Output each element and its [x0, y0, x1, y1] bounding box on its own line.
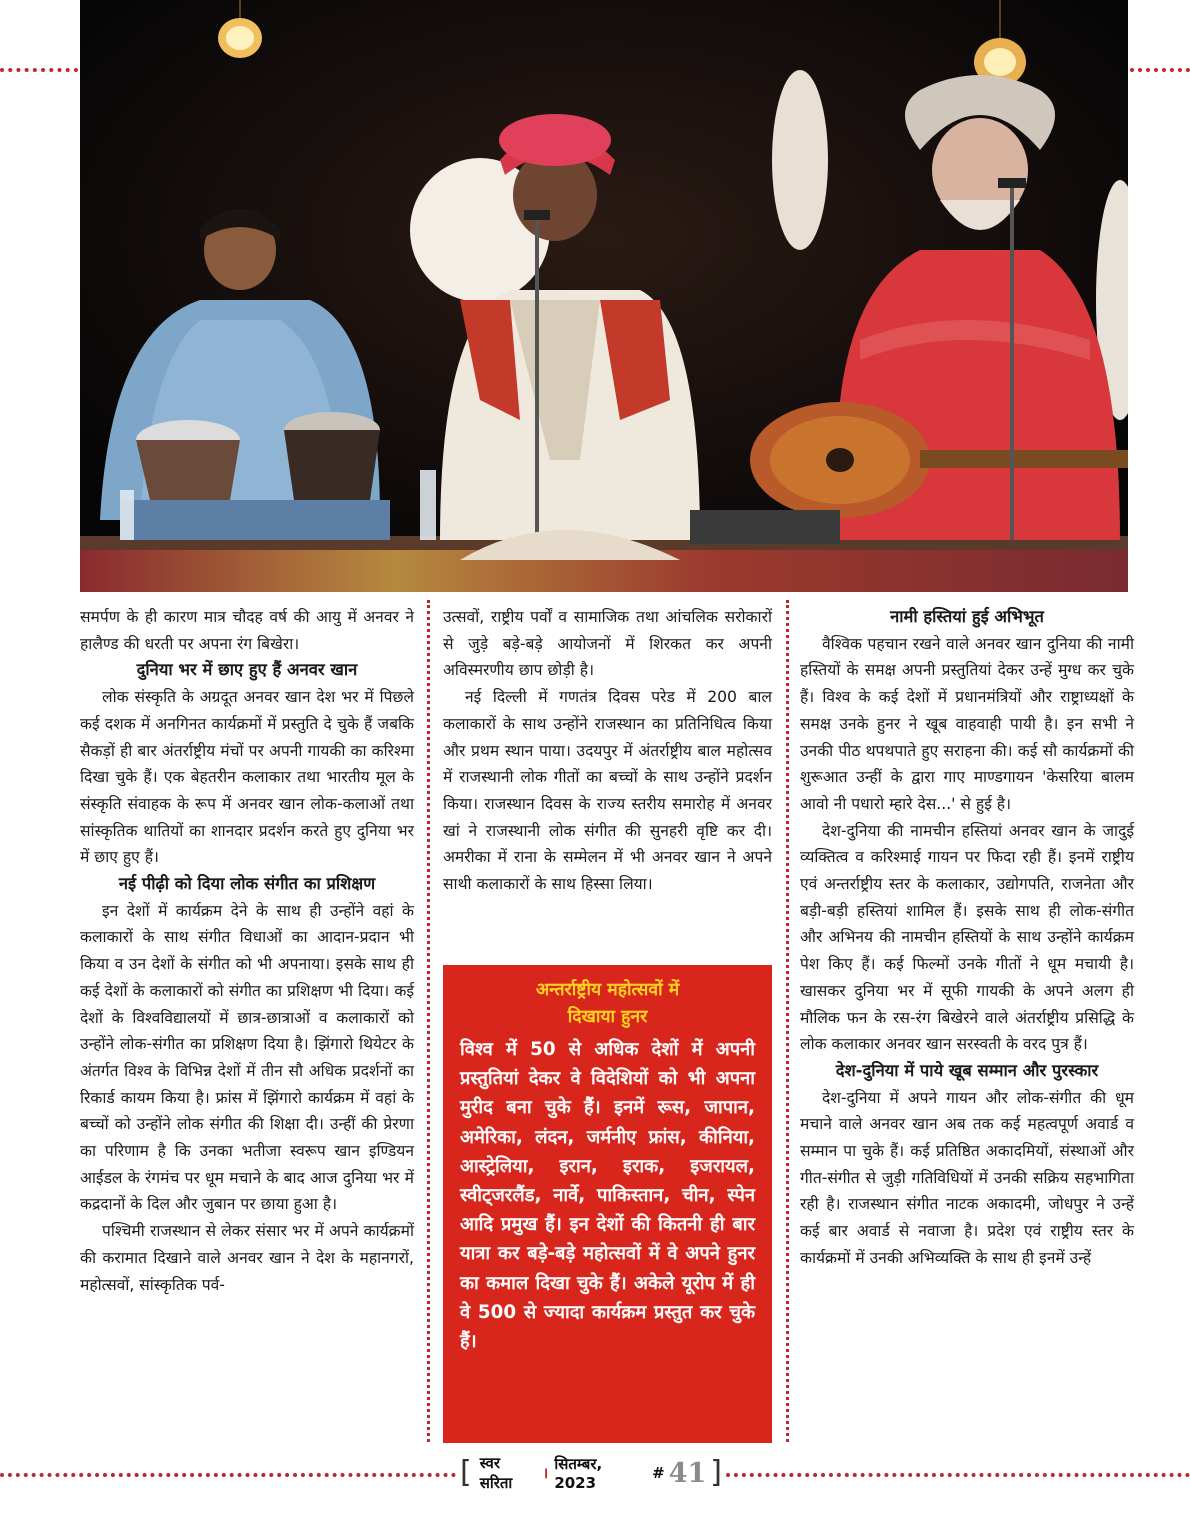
- footer-left-bracket: [: [460, 1455, 472, 1490]
- page-footer: [460, 1456, 722, 1490]
- section-heading: नई पीढ़ी को दिया लोक संगीत का प्रशिक्षण: [118, 874, 376, 894]
- column-divider: [786, 600, 789, 1442]
- section-heading: दुनिया भर में छाए हुए हैं अनवर खान: [136, 660, 358, 680]
- top-dotted-rule-left: [0, 68, 78, 72]
- paragraph: देश-दुनिया की नामचीन हस्तियां अनवर खान के जादुई व्यक्तित्व व करिश्माई गायन पर फिदा रही हैं। इनमें राष्ट्रीय एवं अन्तर्राष्ट्रीय स्तर के कलाकार, उद्योगपति, राजनेता और बड़ी-बड़ी हस्तियां शामिल हैं। इसके साथ ही लोक-संगीत और अभिनय की नामचीन हस्तियों के साथ उन्होंने कार्यक्रम पेश किए हैं। कई फिल्मों उनके गीतों ने धूम मचायी है। खासकर दुनिया भर में सूफी गायकी के अपने अलग ही मौलिक फन के रस-रंग बिखेरने वाले अंतर्राष्ट्रीय प्रसिद्धि के लोक कलाकार अनवर खान सरस्वती के वरद पुत्र हैं।: [800, 821, 1134, 1054]
- paragraph: देश-दुनिया में अपने गायन और लोक-संगीत की धूम मचाने वाले अनवर खान अब तक कई महत्वपूर्ण अवार्ड व सम्मान पा चुके हैं। कई प्रतिष्ठित अकादमियों, संस्थाओं और गीत-संगीत से जुड़ी गतिविधियों में उनकी सक्रिय सहभागिता रही है। राजस्थान संगीत नाटक अकादमी, जोधपुर ने उन्हें कई बार अवार्ड से नवाजा है। प्रदेश एवं राष्ट्रीय स्तर के कार्यक्रमों में उनकी अभिव्यक्ति के साथ ही इनमें उन्हें: [800, 1088, 1134, 1267]
- paragraph: समर्पण के ही कारण मात्र चौदह वर्ष की आयु में अनवर ने हालैण्ड की धरती पर अपना रंग बिखेरा।: [80, 608, 414, 653]
- top-dotted-rule-right: [1130, 68, 1190, 72]
- article-column-3: [800, 604, 1134, 1272]
- footer-right-bracket: ]: [710, 1455, 722, 1490]
- article-column-1: [80, 604, 414, 1298]
- highlight-box-body: विश्व में 50 से अधिक देशों में अपनी प्रस्तुतियां देकर वे विदेशियों को भी अपना मुरीद बना चुके हैं। इनमें रूस, जापान, अमेरिका, लंदन, जर्मनीए फ्रांस, कीनिया, आस्ट्रेलिया, इरान, इराक, इजरायल, स्वीट्जरलैंड, नार्वे, पाकिस्तान, चीन, स्पेन आदि प्रमुख हैं। इन देशों की कितनी ही बार यात्रा कर बड़े-बड़े महोत्सवों में वे अपने हुनर का कमाल दिखा चुके हैं। अकेले यूरोप में ही वे 500 से ज्यादा कार्यक्रम प्रस्तुत कर चुके हैं।: [460, 1039, 755, 1353]
- footer-separator: ।: [542, 1464, 549, 1482]
- section-heading: नामी हस्तियां हुई अभिभूत: [890, 607, 1044, 626]
- article-column-2: [443, 604, 772, 898]
- magazine-name: स्वर सरिता: [479, 1454, 513, 1492]
- paragraph: नई दिल्ली में गणतंत्र दिवस परेड में 200 बाल कलाकारों के साथ उन्होंने राजस्थान का प्रतिनिधित्व किया और प्रथम स्थान पाया। उदयपुर में अंतर्राष्ट्रीय बाल महोत्सव में राजस्थानी लोक गीतों का बच्चों के साथ उन्होंने प्रदर्शन किया। राजस्थान दिवस के राज्य स्तरीय समारोह में अनवर खां ने राजस्थानी लोक संगीत की सुनहरी वृष्टि कर दी। अमरीका में राना के सम्मेलन में भी अनवर खान ने अपने साथी कलाकारों के साथ हिस्सा लिया।: [443, 688, 772, 894]
- paragraph: पश्चिमी राजस्थान से लेकर संसार भर में अपने कार्यक्रमों की करामात दिखाने वाले अनवर खान ने देश के महानगरों, महोत्सवों, सांस्कृतिक पर्व-: [80, 1222, 414, 1294]
- highlight-box-title-line2: दिखाया हुनर: [567, 1007, 648, 1027]
- paragraph: उत्सवों, राष्ट्रीय पर्वों व सामाजिक तथा आंचलिक सरोकारों से जुड़े बड़े-बड़े आयोजनों में शिरकत कर अपनी अविस्मरणीय छाप छोड़ी है।: [443, 608, 772, 680]
- highlight-box: [443, 965, 772, 1443]
- footer-hash: #: [652, 1464, 665, 1482]
- section-heading: देश-दुनिया में पाये खूब सम्मान और पुरस्कार: [835, 1060, 1099, 1080]
- concert-photo: [80, 0, 1128, 592]
- highlight-box-title-line1: अन्तर्राष्ट्रीय महोत्सवों में: [535, 980, 680, 1000]
- paragraph: इन देशों में कार्यक्रम देने के साथ ही उन्होंने वहां के कलाकारों के साथ संगीत विधाओं का आदान-प्रदान भी किया व उन देशों के संगीत को भी अपनाया। इसके साथ ही कई देशों के कलाकारों को संगीत का प्रशिक्षण भी दिया। कई देशों के विश्वविद्यालयों में छात्र-छात्राओं व कलाकारों को उन्होंने लोक-संगीत का प्रशिक्षण दिया है। झिंगारो थियेटर के अंतर्गत विश्व के विभिन्न देशों में तीन सौ अधिक प्रदर्शनों का रिकार्ड कायम किया है। फ्रांस में झिंगारो कार्यक्रम में वहां के बच्चों को उन्होंने लोक संगीत की शिक्षा दी। उन्हीं की प्रेरणा का परिणाम है कि उनका भतीजा स्वरूप खान इण्डियन आईडल के रंगमंच पर धूम मचाने के बाद आज दुनिया भर में कद्रदानों के दिल और जुबान पर छाया हुआ है।: [80, 901, 414, 1214]
- concert-photo-illustration: [80, 0, 1128, 592]
- page-number: 41: [668, 1457, 707, 1489]
- footer-dotted-rule-right: [726, 1473, 1190, 1477]
- footer-dotted-rule-left: [0, 1473, 456, 1477]
- paragraph: वैश्विक पहचान रखने वाले अनवर खान दुनिया की नामी हस्तियों के समक्ष अपनी प्रस्तुतियां देकर उन्हें मुग्ध कर चुके हैं। विश्व के कई देशों में प्रधानमंत्रियों और राष्ट्राध्यक्षों के समक्ष उनके हुनर ने खूब वाहवाही पायी है। इन सभी ने उनकी पीठ थपथपाते हुए सराहना की। कई सौ कार्यक्रमों की शुरूआत उन्हीं के द्वारा गाए माण्डगायन 'केसरिया बालम आवो नी पधारो म्हारे देस...' से हुई है।: [800, 634, 1134, 813]
- paragraph: लोक संस्कृति के अग्रदूत अनवर खान देश भर में पिछले कई दशक में अनगिनत कार्यक्रमों में प्रस्तुति दे चुके हैं जबकि सैकड़ों ही बार अंतर्राष्ट्रीय मंचों पर अपनी गायकी का करिश्मा दिखा चुके हैं। एक बेहतरीन कलाकार तथा भारतीय मूल के संस्कृति संवाहक के रूप में अनवर खान लोक-कलाओं तथा सांस्कृतिक थातियों का शानदार प्रदर्शन करते हुए दुनिया भर में छाए हुए हैं।: [80, 688, 414, 867]
- issue-date: सितम्बर, 2023: [554, 1455, 603, 1492]
- column-divider: [427, 600, 430, 1442]
